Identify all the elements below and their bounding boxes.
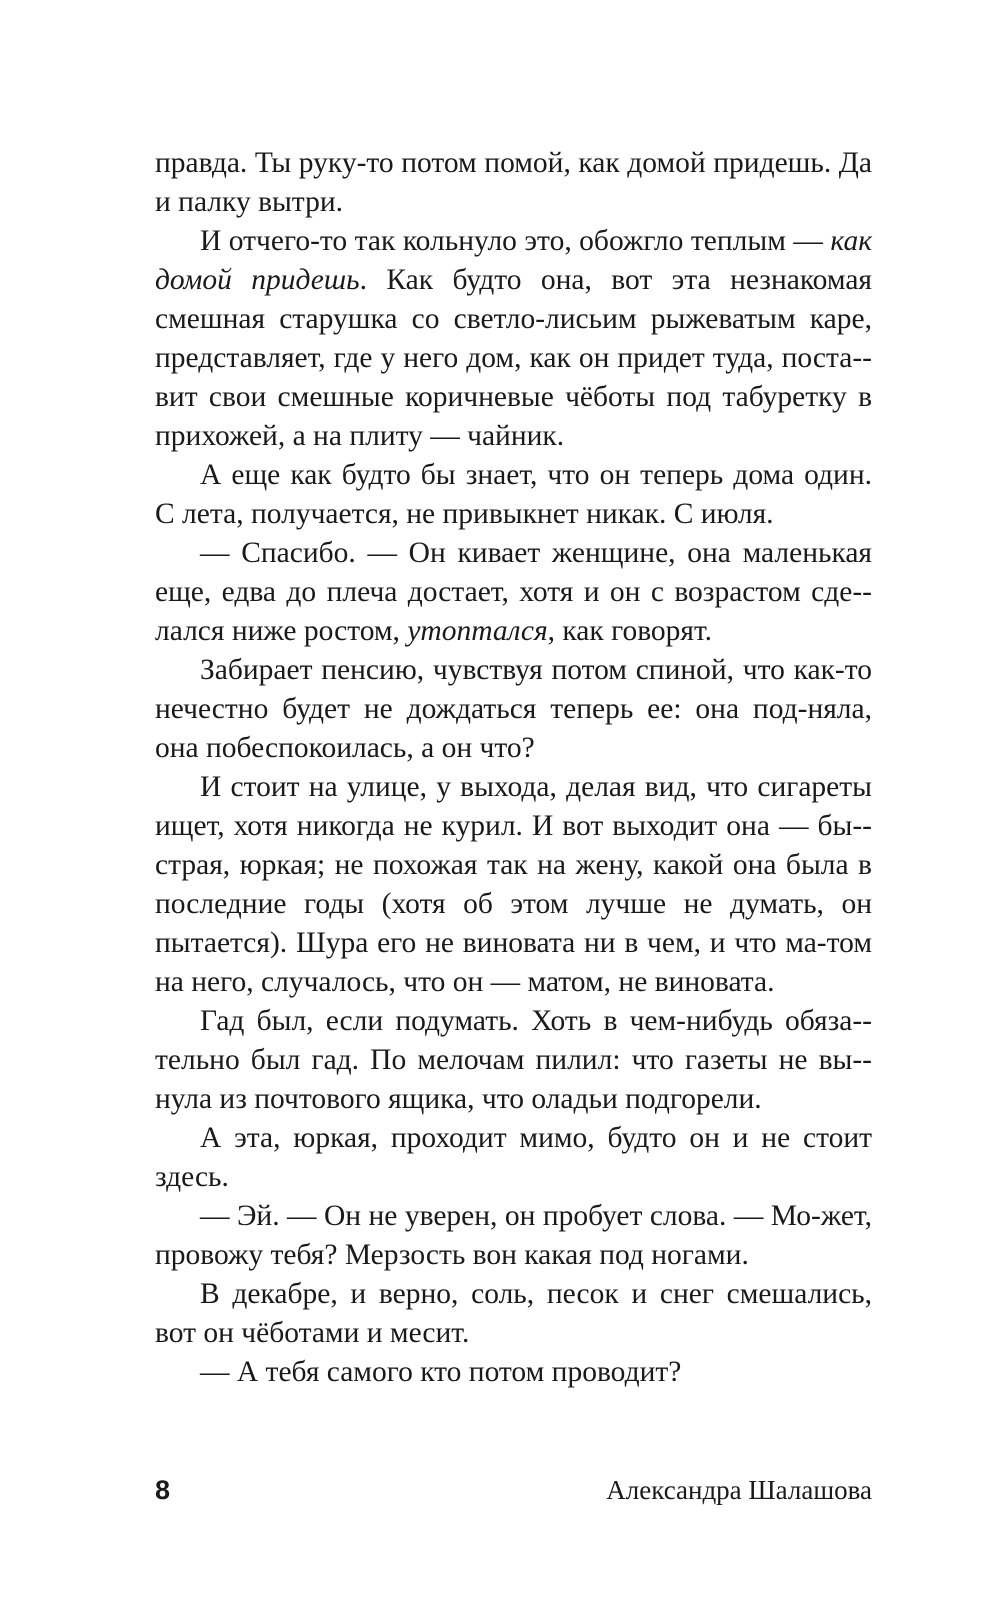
- text-run: А еще как будто бы знает, что он теперь дома один. С лета, получается, не привыкнет никак. С июля.: [155, 459, 872, 530]
- text-run: А эта, юркая, проходит мимо, будто он и не стоит здесь.: [155, 1122, 872, 1193]
- text-run: И отчего-то так кольнуло это, обожгло теплым —: [200, 225, 831, 257]
- text-run: Гад был, если подумать. Хоть в чем-нибудь обяза-тельно был гад. По мелочам пилил: что газеты не вы-нула из почтового ящика, что оладьи подгорели.: [155, 1005, 872, 1115]
- italic-phrase: утоптался: [407, 615, 548, 647]
- paragraph: [155, 144, 872, 222]
- text-run: В декабре, и верно, соль, песок и снег смешались, вот он чёботами и месит.: [155, 1278, 872, 1349]
- text-run: — Спасибо. — Он кивает женщине, она маленькая еще, едва до плеча достает, хотя и он с возрастом сде-лался ниже ростом,: [155, 537, 872, 647]
- italic-phrase: как домой придешь: [155, 225, 872, 296]
- text-run: — А тебя самого кто потом проводит?: [200, 1356, 682, 1388]
- paragraph: [155, 768, 872, 1002]
- text-run: правда. Ты руку-то потом помой, как домой придешь. Да и палку вытри.: [155, 147, 872, 218]
- paragraph: [155, 456, 872, 534]
- paragraph: [155, 534, 872, 651]
- running-footer-author: Александра Шалашова: [606, 1475, 872, 1505]
- text-run: — Эй. — Он не уверен, он пробует слова. — Мо-жет, провожу тебя? Мерзость вон какая под ногами.: [155, 1200, 872, 1271]
- page-footer: [155, 1470, 872, 1510]
- paragraph: [155, 222, 872, 456]
- paragraph: [155, 1353, 872, 1392]
- text-run: , как говорят.: [547, 615, 713, 647]
- paragraph: [155, 1197, 872, 1275]
- text-run: . Как будто она, вот эта незнакомая смешная старушка со светло-лисьим рыжеватым каре, представляет, где у него дом, как он придет туда, поста-вит свои смешные коричневые чёботы под табуретку в прихожей, а на плиту — чайник.: [155, 264, 872, 452]
- page-number: 8: [155, 1475, 171, 1505]
- paragraph: [155, 1275, 872, 1353]
- paragraph: [155, 1002, 872, 1119]
- text-run: Забирает пенсию, чувствуя потом спиной, что как-то нечестно будет не дождаться теперь ее: она под-няла, она побеспокоилась, а он что?: [155, 654, 872, 764]
- paragraph: [155, 1119, 872, 1197]
- paragraph: [155, 651, 872, 768]
- text-run: И стоит на улице, у выхода, делая вид, что сигареты ищет, хотя никогда не курил. И вот выходит она — бы-страя, юркая; не похожая так на жену, какой она была в последние годы (хотя об этом лучше не думать, он пытается). Шура его не виновата ни в чем, и что ма-том на него, случалось, что он — матом, не виновата.: [155, 771, 872, 998]
- page-body: [155, 144, 872, 1392]
